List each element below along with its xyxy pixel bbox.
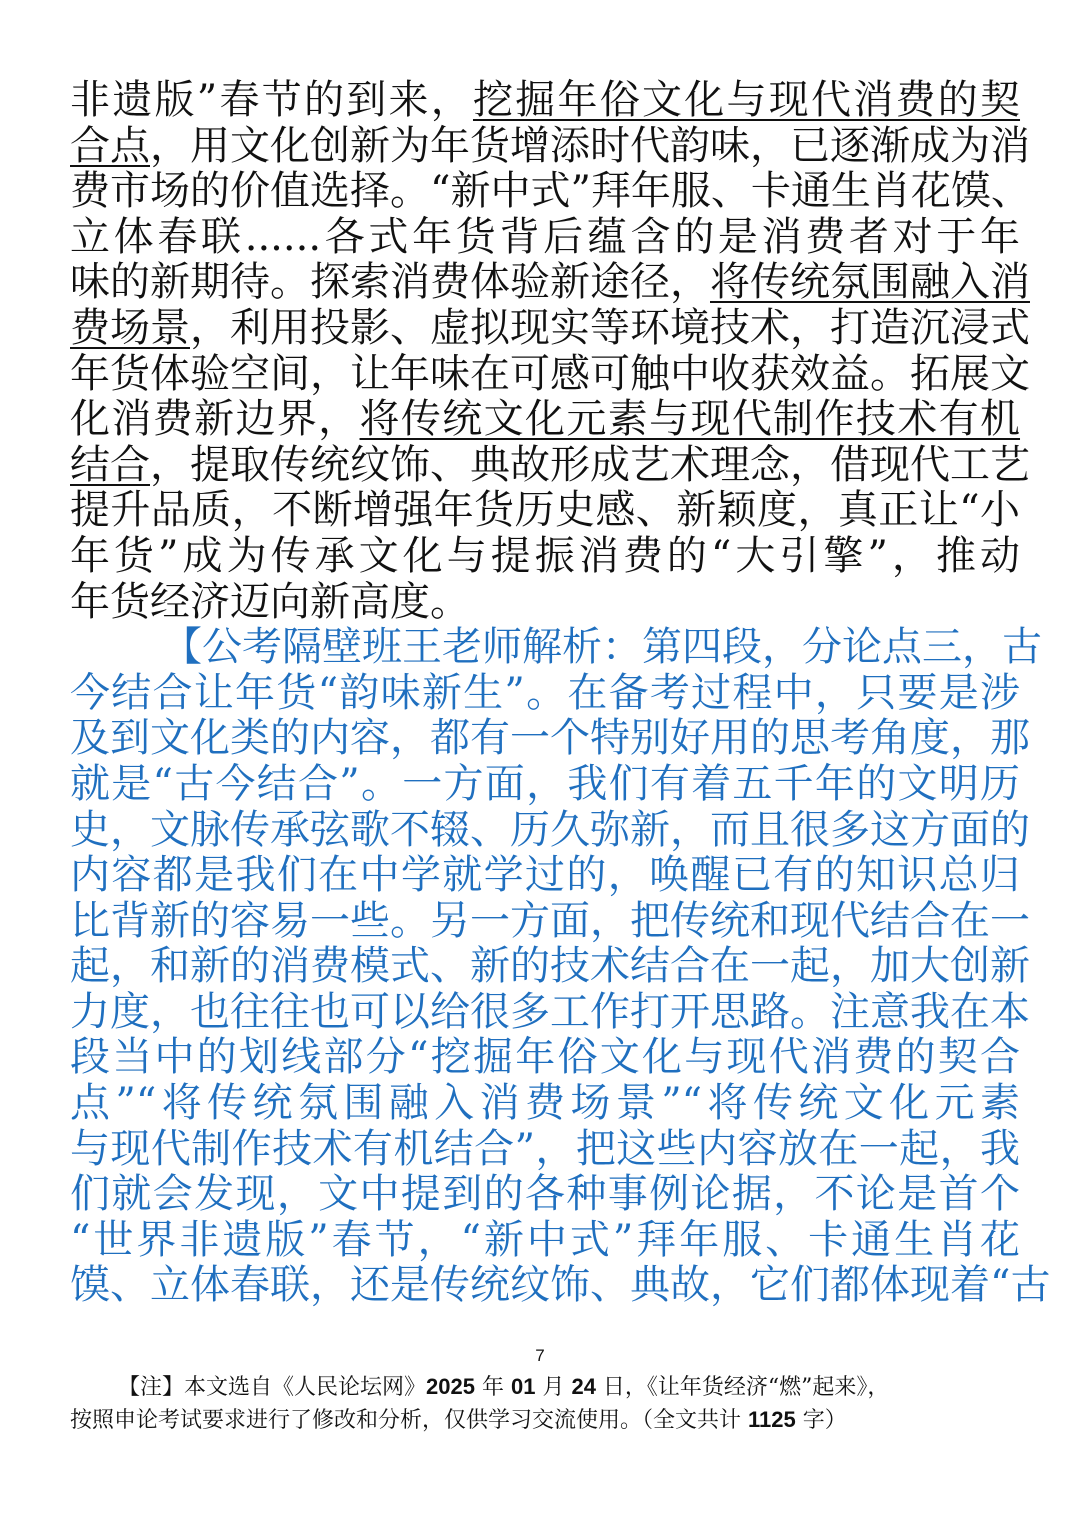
analysis-line: 及到文化类的内容，都有一个特别好用的思考角度，那 xyxy=(70,715,1030,762)
body-line xyxy=(70,397,1020,443)
text-run: 味的新期待。探索消费体验新途径， xyxy=(70,259,710,306)
analysis-paragraph xyxy=(70,624,1051,1309)
analysis-line: 点”“将传统氛围融入消费场景”“将传统文化元素 xyxy=(70,1080,1020,1127)
analysis-line: 段当中的划线部分“挖掘年俗文化与现代消费的契合 xyxy=(70,1034,1020,1081)
body-line xyxy=(70,441,1030,489)
analysis-line: 比背新的容易一些。另一方面，把传统和现代结合在一 xyxy=(70,897,1030,944)
body-paragraph xyxy=(70,77,1031,625)
underlined-phrase: 费场景 xyxy=(70,304,190,351)
underlined-phrase: 挖掘年俗文化与现代消费的契 xyxy=(472,77,1021,123)
text-run: 年货体验空间，让年味在可感可触中收获效益。拓展文 xyxy=(70,350,1030,397)
body-line xyxy=(70,122,1030,170)
body-line xyxy=(70,215,1020,261)
text-run: ，用文化创新为年货增添时代韵味，已逐渐成为消 xyxy=(150,122,1030,169)
text-run: 费市场的价值选择。“新中式”拜年服、卡通生肖花馍、 xyxy=(70,168,1031,215)
note-text: 年 xyxy=(474,1375,511,1400)
analysis-line: 馍、立体春联，还是传统纹饰、典故，它们都体现着“古 xyxy=(70,1262,1051,1309)
analysis-line: 们就会发现，文中提到的各种事例论据，不论是首个 xyxy=(70,1171,1020,1218)
body-line xyxy=(70,580,1020,626)
text-run: 立体春联......各式年货背后蕴含的是消费者对于年 xyxy=(70,213,1020,260)
body-line xyxy=(70,304,1030,352)
analysis-line: 史，文脉传承弦歌不辍、历久弥新，而且很多这方面的 xyxy=(70,806,1030,853)
text-run: ，提取传统纹饰、典故形成艺术理念，借现代工艺 xyxy=(150,441,1030,488)
note-number: 1125 xyxy=(748,1407,796,1432)
body-line xyxy=(70,534,1020,580)
underlined-phrase: 将传统氛围融入消 xyxy=(710,259,1030,306)
body-line xyxy=(70,168,1031,215)
note-number: 24 xyxy=(571,1374,596,1399)
note-number: 2025 xyxy=(426,1374,475,1399)
text-run: 化消费新边界， xyxy=(70,396,360,443)
page-number: 7 xyxy=(535,1346,545,1365)
text-column xyxy=(70,77,1051,1309)
analysis-line: “世界非遗版”春节，“新中式”拜年服、卡通生肖花 xyxy=(70,1216,1020,1263)
source-note-line-2 xyxy=(70,1405,1020,1436)
analysis-line: 起，和新的消费模式、新的技术结合在一起，加大创新 xyxy=(70,943,1030,990)
note-text: 月 xyxy=(535,1375,572,1400)
analysis-line: 内容都是我们在中学就学过的，唤醒已有的知识总归 xyxy=(70,852,1020,899)
underlined-phrase: 结合 xyxy=(70,441,150,488)
text-run: ，利用投影、虚拟现实等环境技术，打造沉浸式 xyxy=(190,304,1030,351)
analysis-line: 力度，也往往也可以给很多工作打开思路。注意我在本 xyxy=(70,988,1030,1035)
note-text: 字） xyxy=(795,1408,847,1433)
underlined-phrase: 将传统文化元素与现代制作技术有机 xyxy=(359,396,1021,443)
note-text: 按照申论考试要求进行了修改和分析，仅供学习交流使用。（全文共计 xyxy=(70,1408,748,1433)
body-line xyxy=(70,78,1020,124)
body-line xyxy=(70,259,1030,306)
note-text: 日，《让年货经济“燃”起来》， xyxy=(595,1375,890,1400)
analysis-line: 今结合让年货“韵味新生”。在备考过程中，只要是涉 xyxy=(70,669,1020,716)
note-number: 01 xyxy=(510,1374,536,1399)
analysis-line: 与现代制作技术有机结合”，把这些内容放在一起，我 xyxy=(70,1125,1020,1172)
text-run: 年货”成为传承文化与提振消费的“大引擎”，推动 xyxy=(70,532,1020,579)
analysis-line: 【公考隔壁班王老师解析：第四段，分论点三，古 xyxy=(162,624,1042,671)
underlined-phrase: 合点 xyxy=(70,122,150,169)
text-run: 非遗版”春节的到来， xyxy=(70,77,473,123)
source-note-line-1 xyxy=(70,1372,1020,1403)
body-line xyxy=(70,488,1020,534)
analysis-line: 就是“古今结合”。一方面，我们有着五千年的文明历 xyxy=(70,760,1020,807)
text-run: 年货经济迈向新高度。 xyxy=(70,578,470,625)
text-run: 提升品质，不断增强年货历史感、新颖度，真正让“小 xyxy=(70,487,1020,534)
note-text: 【注】本文选自《人民论坛网》 xyxy=(118,1375,427,1400)
body-line xyxy=(70,350,1030,398)
